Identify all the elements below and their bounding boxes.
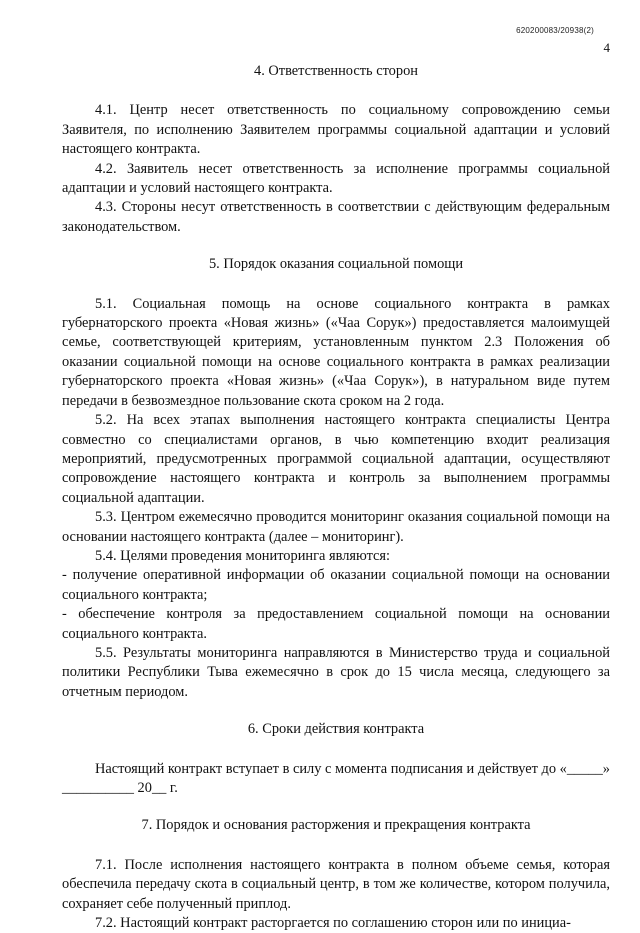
paragraph-4-3: 4.3. Стороны несут ответственность в соответствии с действующим федеральным законодательством. <box>62 199 610 235</box>
paragraph-7-1: 7.1. После исполнения настоящего контракта в полном объеме семья, которая обеспечила передачу скота в социальный центр, в том же количестве, котором получила, сохраняет себе полученный приплод. <box>62 856 610 912</box>
list-item-5-4-b: - обеспечение контроля за предоставлением социальной помощи на основании социального контракта. <box>62 606 610 642</box>
section-title-4: 4. Ответственность сторон <box>254 63 418 79</box>
paragraph-5-2: 5.2. На всех этапах выполнения настоящего контракта специалисты Центра совместно со специалистами органов, в чью компетенцию входит реализация мероприятий, предусмотренных программой социальной адаптации, осуществляют сопровождение настоящего контракта и контроль за выполнением программы социальной адаптации. <box>62 412 610 506</box>
section-title-6: 6. Сроки действия контракта <box>247 721 425 738</box>
section-title-7: 7. Порядок и основания расторжения и прекращения контракта <box>141 817 531 834</box>
page-number: 4 <box>603 40 610 55</box>
document-body <box>62 62 610 933</box>
section-title-5: 5. Порядок оказания социальной помощи <box>208 256 464 273</box>
paragraph-4-2: 4.2. Заявитель несет ответственность за исполнение программы социальной адаптации и условий настоящего контракта. <box>62 160 610 197</box>
document-number: 620200083/20938(2) <box>516 26 594 35</box>
paragraph-7-2: 7.2. Настоящий контракт расторгается по соглашению сторон или по инициа- <box>95 915 571 932</box>
paragraph-5-5: 5.5. Результаты мониторинга направляются в Министерство труда и социальной политики Республики Тыва ежемесячно в срок до 15 числа месяца, следующего за отчетным периодом. <box>62 644 610 700</box>
paragraph-6: Настоящий контракт вступает в силу с момента подписания и действует до «_____» __________ 20__ г. <box>62 760 610 796</box>
paragraph-4-1: 4.1. Центр несет ответственность по социальному сопровождению семьи Заявителя, по исполнению Заявителем программы социальной адаптации и условий настоящего контракта. <box>62 102 610 158</box>
list-item-5-4-a: - получение оперативной информации об оказании социальной помощи на основании социального контракта; <box>62 567 610 603</box>
paragraph-5-1: 5.1. Социальная помощь на основе социального контракта в рамках губернаторского проекта «Новая жизнь» («Чаа Сорук») предоставляется малоимущей семье, соответствующей критериям, установленным пунктом 2.3 Положения об оказании социальной помощи на основе социального контракта в рамках реализации губернаторского проекта «Новая жизнь» («Чаа Сорук»), в натуральном виде путем передачи в безвозмездное пользование скота сроком на 2 года. <box>62 295 610 409</box>
paragraph-5-3: 5.3. Центром ежемесячно проводится мониторинг оказания социальной помощи на основании настоящего контракта (далее – мониторинг). <box>62 509 610 545</box>
paragraph-5-4: 5.4. Целями проведения мониторинга являются: <box>95 547 391 564</box>
